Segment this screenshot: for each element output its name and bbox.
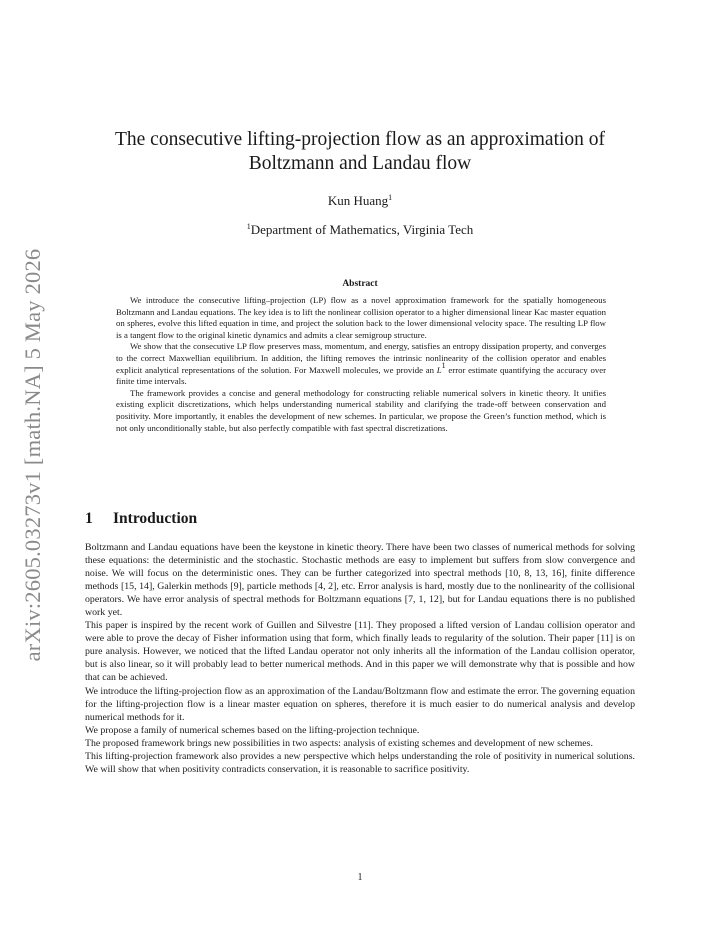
page-number: 1 [357, 872, 363, 883]
abstract [116, 295, 606, 434]
affil-mark: 1 [246, 222, 251, 231]
intro-body [85, 541, 635, 776]
section-number: 1 [85, 510, 93, 527]
abstract-paragraph-1: We introduce the consecutive lifting–projection (LP) flow as a novel approximation framework for the spatially homogeneous Boltzmann and Landau equations. The key idea is to lift the nonlinear collision operator to a higher dimensional linear Kac master equation on spheres, evolve this lifted equation in time, and project the solution back to the lower dimensional velocity space. The resulting LP flow is a tangent flow to the original kinetic dynamics and admits a clear semigroup structure. [116, 295, 606, 340]
author [85, 193, 635, 209]
intro-paragraph: Boltzmann and Landau equations have been the keystone in kinetic theory. There have been two classes of numerical methods for solving these equations: the deterministic and the stochastic. Stochastic methods are easy to implement but suffers from slow convergence and noise. We will focus on the deterministic ones. They can be further categorized into spectral methods [10, 8, 13, 16], finite difference methods [15, 14], Galerkin methods [9], particle methods [4, 2], etc. Error analysis is hard, mostly due to the nonlinearity of the collisional operators. We have error analysis of spectral methods for Boltzmann equations [7, 1, 12], but for Landau equations there is no published work yet. [85, 542, 635, 619]
affiliation [85, 222, 635, 238]
intro-paragraph: We propose a family of numerical schemes based on the lifting-projection technique. [85, 724, 420, 736]
intro-paragraph: The proposed framework brings new possibilities in two aspects: analysis of existing schemes and development of new schemes. [85, 737, 593, 749]
abstract-paragraph-2 [116, 341, 606, 387]
section-title: Introduction [113, 510, 198, 527]
section-heading [85, 510, 635, 528]
title-line-1: The consecutive lifting-projection flow as an approximation of [114, 129, 606, 150]
abstract-p2-text-b: error estimate quantifying the accuracy over finite time intervals. [116, 364, 606, 387]
intro-paragraph: We introduce the lifting-projection flow as an approximation of the Landau/Boltzmann flow and estimate the error. The governing equation for the lifting-projection flow is a linear master equation on spheres, therefore it is much easier to do numerical analysis and develop numerical methods for it. [85, 685, 635, 723]
intro-paragraph: This lifting-projection framework also provides a new perspective which helps understanding the role of positivity in numerical solutions. We will show that when positivity contradicts conservation, it is reasonable to sacrifice positivity. [85, 750, 635, 775]
paper-title [85, 128, 635, 176]
arxiv-stamp: arXiv:2605.03273v1 [math.NA] 5 May 2026 [20, 248, 45, 662]
title-line-2: Boltzmann and Landau flow [248, 153, 472, 174]
abstract-p2-text-a: We show that the consecutive LP flow preserves mass, momentum, and energy, satisfies an entropy dissipation property, and converges to the correct Maxwellian equilibrium. In addition, the lifting removes the intrinsic nonlinearity of the collision operator and enables explicit analytical representations of the solution. For Maxwell molecules, we provide an [116, 341, 606, 375]
author-affil-mark: 1 [388, 193, 393, 202]
l1-norm-symbol: L [436, 364, 442, 375]
author-name: Kun Huang [327, 193, 389, 208]
l1-norm-exponent: 1 [441, 360, 446, 370]
intro-paragraph: This paper is inspired by the recent work of Guillen and Silvestre [11]. They proposed a lifted version of Landau collision operator and were able to prove the decay of Fisher information using that form, which finally leads to regularity of the solution. Their paper [11] is on pure analysis. However, we noticed that the lifted Landau operator not only inherits all the information of the Landau collision operator, but is also linear, so it will probably lead to better numerical methods. And in this paper we will demonstrate why that is possible and how that can be achieved. [85, 620, 635, 684]
abstract-heading: Abstract [342, 279, 378, 289]
affil-text: Department of Mathematics, Virginia Tech [250, 222, 474, 237]
abstract-paragraph-3: The framework provides a concise and general methodology for constructing reliable numerical solvers in kinetic theory. It unifies existing explicit discretizations, which helps understanding numerical stability and clarifying the trade-off between conservation and positivity. More importantly, it enables the development of new schemes. In particular, we propose the Green’s function method, which is not only unconditionally stable, but also perfectly compatible with fast spectral discretizations. [116, 387, 606, 433]
